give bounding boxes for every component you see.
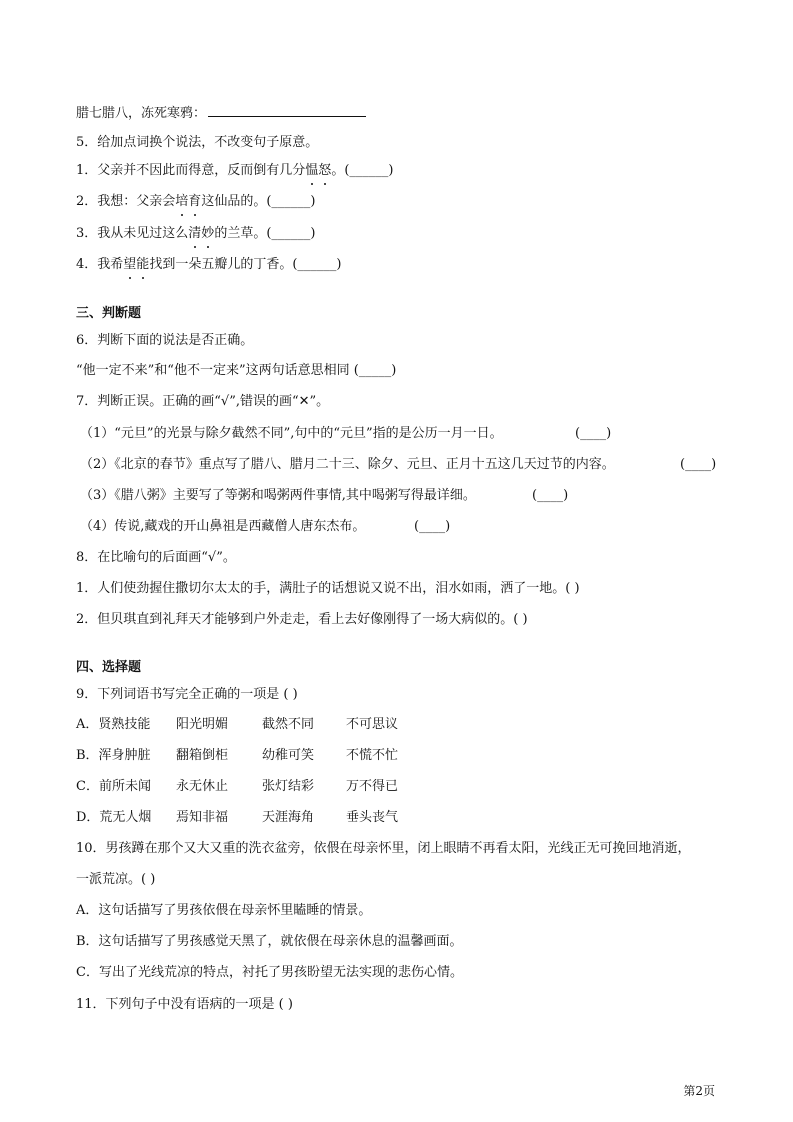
question-11: 11．下列句子中没有语病的一项是 ( ) [76, 997, 293, 1012]
option-b[interactable]: B．这句话描写了男孩感觉天黑了，就依偎在母亲休息的温馨画面。 [76, 934, 463, 949]
question-text: 4．我希 [76, 257, 124, 272]
dotted-char: 愠 [305, 163, 319, 178]
question-line [76, 103, 366, 123]
option-word: 不慌不忙 [346, 748, 399, 763]
option-word: D．荒无人烟 [76, 810, 152, 825]
option-c[interactable]: C．写出了光线荒凉的特点，衬托了男孩盼望无法实现的悲伤心情。 [76, 965, 463, 980]
option-word: B．浑身肿脏 [76, 748, 151, 763]
option-word: 永无休止 [176, 779, 229, 794]
question-text: 3．我从未见过这么 [76, 226, 189, 241]
question-5-4 [76, 256, 341, 274]
question-8-1: 1．人们使劲握住撒切尔太太的手，满肚子的话想说又说不出，泪水如雨，洒了一地。( ) [76, 581, 580, 596]
dotted-char: 育 [188, 194, 202, 209]
question-6: 6．判断下面的说法是否正确。 [76, 333, 254, 348]
option-a[interactable]: A．这句话描写了男孩依偎在母亲怀里瞌睡的情景。 [76, 903, 372, 918]
question-text: 腊七腊八，冻死寒鸦： [76, 106, 207, 121]
dotted-char: 怒 [318, 163, 332, 178]
page-number: 第2页 [683, 1084, 715, 1098]
dotted-char: 望 [123, 257, 137, 272]
answer-blank[interactable]: 这仙品的。(______) [201, 194, 316, 209]
answer-blank[interactable]: 。(______) [331, 163, 394, 178]
option-word: 截然不同 [262, 717, 315, 732]
question-7-2: （2）《北京的春节》重点写了腊八、腊月二十三、除夕、元旦、正月十五这几天过节的内容。 [80, 457, 615, 472]
option-word: 天涯海角 [262, 810, 315, 825]
option-word: 幼稚可笑 [262, 748, 315, 763]
dotted-char: 培 [175, 194, 189, 209]
option-word: 焉知非福 [176, 810, 229, 825]
option-word: 张灯结彩 [262, 779, 315, 794]
question-10-cont: 一派荒凉。( ) [76, 872, 156, 887]
option-word: 万不得已 [346, 779, 399, 794]
section-heading-choice: 四、选择题 [76, 660, 142, 675]
question-6-statement: “他一定不来”和“他不一定来”这两句话意思相同 (_____) [76, 363, 397, 378]
question-7: 7．判断正误。正确的画“√”,错误的画“✕”。 [76, 394, 330, 409]
option-word: A．贤熟技能 [76, 717, 151, 732]
answer-blank[interactable]: 找到一朵五瓣儿的丁香。(______) [149, 257, 342, 272]
option-word: 阳光明媚 [176, 717, 229, 732]
dotted-char: 清 [188, 226, 202, 241]
question-9: 9．下列词语书写完全正确的一项是 ( ) [76, 687, 298, 702]
section-heading-judgement: 三、判断题 [76, 306, 142, 321]
question-7-4: （4）传说,藏戏的开山鼻祖是西藏僧人唐东杰布。 [80, 519, 366, 534]
answer-blank[interactable] [208, 103, 366, 117]
option-word: C．前所未闻 [76, 779, 151, 794]
question-7-1: （1）“元旦”的光景与除夕截然不同”,句中的“元旦”指的是公历一月一日。 [80, 426, 503, 441]
question-8-2: 2．但贝琪直到礼拜天才能够到户外走走，看上去好像刚得了一场大病似的。( ) [76, 612, 528, 627]
question-5-1 [76, 162, 393, 180]
answer-blank[interactable]: (____) [414, 519, 451, 534]
answer-blank[interactable]: (____) [680, 457, 717, 472]
question-5-2 [76, 193, 315, 211]
dotted-char: 妙 [201, 226, 215, 241]
dotted-char: 能 [136, 257, 150, 272]
answer-blank[interactable]: (____) [575, 426, 612, 441]
question-7-3: （3）《腊八粥》主要写了等粥和喝粥两件事情,其中喝粥写得最详细。 [80, 488, 476, 503]
question-5: 5．给加点词换个说法，不改变句子原意。 [76, 135, 319, 150]
answer-blank[interactable]: 的兰草。(______) [214, 226, 316, 241]
question-text: 1．父亲并不因此而得意，反而倒有几分 [76, 163, 306, 178]
option-word: 不可思议 [346, 717, 399, 732]
question-10: 10．男孩蹲在那个又大又重的洗衣盆旁，依偎在母亲怀里，闭上眼睛不再看太阳，光线正无可挽回地消逝， [76, 841, 691, 856]
option-word: 翻箱倒柜 [176, 748, 229, 763]
question-8: 8．在比喻句的后面画“√”。 [76, 550, 236, 565]
question-text: 2．我想：父亲会 [76, 194, 176, 209]
option-word: 垂头丧气 [346, 810, 399, 825]
answer-blank[interactable]: (____) [532, 488, 569, 503]
question-5-3 [76, 225, 315, 243]
